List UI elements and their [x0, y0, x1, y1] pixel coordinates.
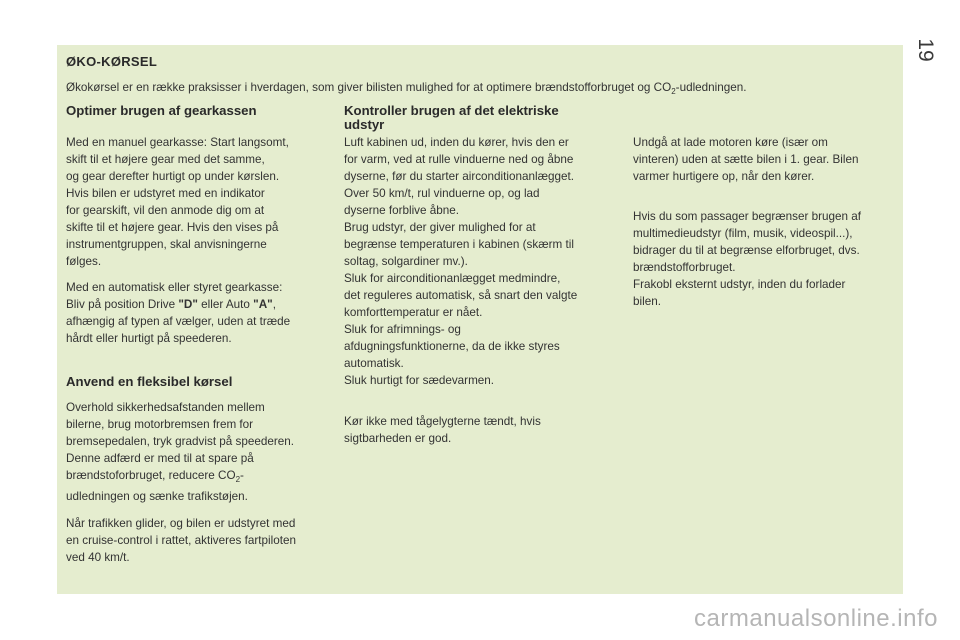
text-line: sigtbarheden er god. [344, 432, 452, 445]
text-line: multimedieudstyr (film, musik, videospil...), [633, 227, 853, 240]
text-line: Over 50 km/t, rul vinduerne op, og lad [344, 187, 540, 200]
text-line: skifte til et højere gear. Hvis den vises på [66, 221, 279, 234]
text-line: automatisk. [344, 357, 404, 370]
text-line: bremsepedalen, tryk gradvist på speederen. [66, 435, 295, 448]
text-line: afhængig af typen af vælger, uden at træde [66, 315, 291, 328]
text-line: Undgå at lade motoren køre (især om [633, 136, 828, 149]
text-line: Hvis du som passager begrænser brugen af [633, 210, 862, 223]
text-run: Bliv på position Drive [66, 298, 179, 311]
section-heading-electrical [344, 104, 614, 132]
flexible-driving-paragraph [66, 399, 331, 505]
text-line: ved 40 km/t. [66, 551, 130, 564]
text-line: begrænse temperaturen i kabinen (skærm til [344, 238, 574, 251]
text-line: Med en automatisk eller styret gearkasse: [66, 281, 283, 294]
cruise-control-paragraph [66, 515, 331, 566]
auto-position-label: "A" [253, 298, 273, 311]
text-line: for gearskift, vil den anmode dig om at [66, 204, 265, 217]
text-line: skift til et højere gear med det samme, [66, 153, 265, 166]
text-line: brændstofforbruget. [633, 261, 736, 274]
text-run: eller Auto [197, 298, 254, 311]
text-line: det reguleres automatisk, så snart den valgte [344, 289, 578, 302]
text-line: Luft kabinen ud, inden du kører, hvis den er [344, 136, 569, 149]
text-line: dyserne forblive åbne. [344, 204, 459, 217]
text-line: for varm, ved at rulle vinduerne ned og åbne [344, 153, 574, 166]
text-line: Når trafikken glider, og bilen er udstyret med [66, 517, 296, 530]
text-line: Frakobl eksternt udstyr, inden du forlader [633, 278, 846, 291]
text-line: Med en manuel gearkasse: Start langsomt, [66, 136, 289, 149]
text-line: varmer hurtigere op, når den kører. [633, 170, 815, 183]
text-line: Sluk for airconditionanlægget medmindre, [344, 272, 561, 285]
text-line: Denne adfærd er med til at spare på [66, 452, 254, 465]
text-line: Sluk for afrimnings- og [344, 323, 461, 336]
text-line: Brug udstyr, der giver mulighed for at [344, 221, 536, 234]
page-number: 19 [914, 38, 937, 62]
text-line: Kør ikke med tågelygterne tændt, hvis [344, 415, 541, 428]
text-line: komforttemperatur er nået. [344, 306, 483, 319]
text-line: soltag, solgardiner mv.). [344, 255, 468, 268]
text-line: udledningen og sænke trafikstøjen. [66, 490, 248, 503]
text-line: en cruise-control i rattet, aktiveres fartpiloten [66, 534, 296, 547]
text-line [66, 467, 331, 488]
text-line: følges. [66, 255, 102, 268]
intro-text [66, 79, 896, 100]
electrical-paragraph [344, 134, 619, 389]
text-line: dyserne, før du starter airconditionanlægget. [344, 170, 574, 183]
text-line: afdugningsfunktionerne, da de ikke styres [344, 340, 560, 353]
text-line: bidrager du til at begrænse elforbruget, dvs. [633, 244, 860, 257]
text-run: brændstoforbruget, reducere CO [66, 469, 236, 482]
drive-position-label: "D" [178, 298, 198, 311]
text-line: hårdt eller hurtigt på speederen. [66, 332, 232, 345]
gearbox-manual-paragraph [66, 134, 331, 270]
text-line [66, 296, 331, 313]
intro-text-start: Økokørsel er en række praksisser i hverdagen, som giver bilisten mulighed for at optimere brændstofforbruget og CO [66, 81, 672, 94]
text-line: bilerne, brug motorbremsen frem for [66, 418, 254, 431]
text-line: instrumentgruppen, skal anvisningerne [66, 238, 267, 251]
section-heading-gearbox: Optimer brugen af gearkassen [66, 103, 257, 118]
multimedia-paragraph [633, 208, 898, 310]
text-run: , [272, 298, 276, 311]
co2-subscript: 2 [235, 475, 241, 484]
text-line: bilen. [633, 295, 661, 308]
intro-text-end: -udledningen. [675, 81, 747, 94]
idling-paragraph [633, 134, 898, 185]
fog-lights-paragraph [344, 413, 619, 447]
gearbox-automatic-paragraph [66, 279, 331, 347]
text-line: Sluk hurtigt for sædevarmen. [344, 374, 495, 387]
page-title: ØKO-KØRSEL [66, 54, 158, 69]
heading-line: Kontroller brugen af det elektriske [344, 103, 559, 118]
heading-line: udstyr [344, 117, 385, 132]
watermark: carmanualsonline.info [694, 605, 938, 632]
text-line: Hvis bilen er udstyret med en indikator [66, 187, 265, 200]
text-line: og gear derefter hurtigt op under kørslen. [66, 170, 280, 183]
intro-subscript: 2 [671, 87, 676, 96]
text-line: vinteren) uden at sætte bilen i 1. gear. Bilen [633, 153, 859, 166]
text-run: - [240, 469, 244, 482]
section-heading-flexible-driving: Anvend en fleksibel kørsel [66, 374, 233, 389]
text-line: Overhold sikkerhedsafstanden mellem [66, 401, 265, 414]
